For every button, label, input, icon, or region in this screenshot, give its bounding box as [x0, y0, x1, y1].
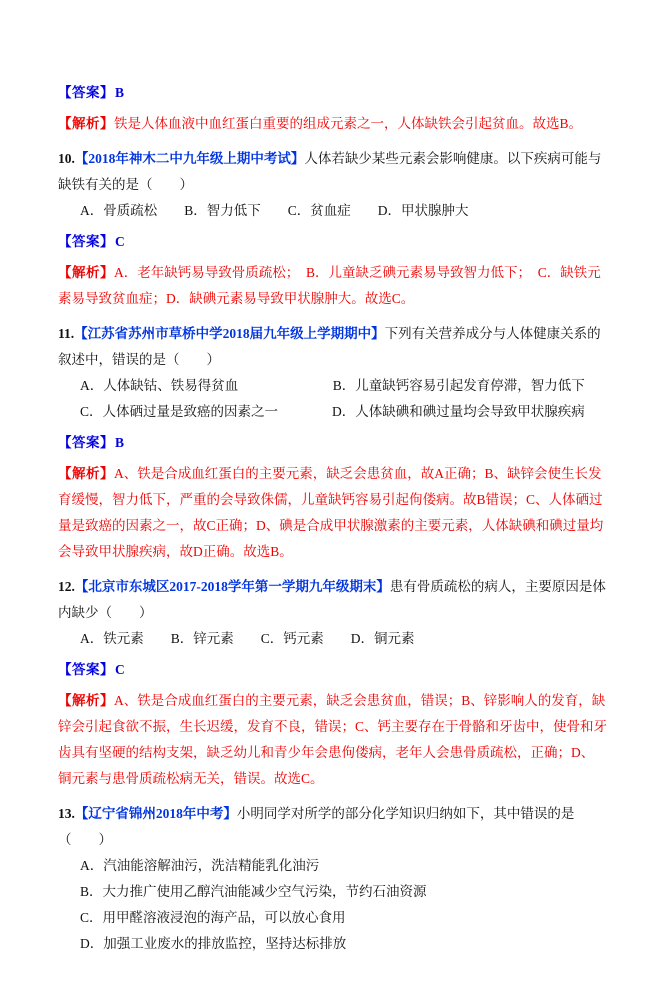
answer-value: B: [115, 435, 125, 450]
analysis-label: 【解析】: [58, 265, 114, 280]
question-stem: 小明同学对所学的部分化学知识归纳如下，其中错误的是（ ）: [58, 806, 575, 847]
question-12: [58, 574, 607, 652]
question-source: 【江苏省苏州市草桥中学2018届九年级上学期期中】: [74, 326, 385, 341]
analysis-text: A、铁是合成血红蛋白的主要元素，缺乏会患贫血，错误；B、锌影响人的发育，缺锌会引起食欲不振，生长迟缓，发育不良，错误；C、钙主要存在于骨骼和牙齿中，使骨和牙齿具有坚硬的结构支架，缺乏幼儿和青少年会患佝偻病，老年人会患骨质疏松，正确；D、铜元素与患骨质疏松病无关，错误。故选C。: [58, 693, 608, 786]
option-line: A．汽油能溶解油污，洗洁精能乳化油污: [80, 858, 320, 873]
question-source: 【辽宁省锦州2018年中考】: [74, 806, 237, 821]
option-line: B．大力推广使用乙醇汽油能减少空气污染，节约石油资源: [80, 884, 427, 899]
answer-label: 【答案】: [58, 662, 114, 677]
option-line: A．骨质疏松 B．智力低下 C．贫血症 D．甲状腺肿大: [80, 203, 469, 218]
analysis-text: A．老年缺钙易导致骨质疏松； B．儿童缺乏碘元素易导致智力低下； C．缺铁元素易导致贫血症；D．缺碘元素易导致甲状腺肿大。故选C。: [58, 265, 601, 306]
question-11: [58, 321, 607, 425]
answer-label: 【答案】: [58, 234, 114, 249]
analysis-block: [58, 461, 607, 565]
question-source: 【北京市东城区2017-2018学年第一学期九年级期末】: [74, 579, 390, 594]
question-stem-line: [58, 321, 607, 373]
question-stem-line: [58, 801, 607, 853]
question-number: 11.: [58, 326, 75, 341]
analysis-block: [58, 688, 607, 792]
answer-value: C: [115, 662, 125, 677]
option-line: A．人体缺钴、铁易得贫血 B．儿童缺钙容易引起发育停滞，智力低下: [80, 378, 585, 393]
answer-block: [58, 430, 607, 456]
analysis-text: A、铁是合成血红蛋白的主要元素，缺乏会患贫血，故A正确；B、缺锌会使生长发育缓慢，智力低下，严重的会导致侏儒，儿童缺钙容易引起佝偻病。故B错误；C、人体硒过量是致癌的因素之一，故C正确；D、碘是合成甲状腺激素的主要元素，人体缺碘和碘过量均会导致甲状腺疾病，故D正确。故选B。: [58, 466, 604, 559]
question-stem: 人体若缺少某些元素会影响健康。以下疾病可能与缺铁有关的是（ ）: [58, 151, 602, 192]
question-13: [58, 801, 607, 957]
answer-label: 【答案】: [58, 435, 114, 450]
answer-label: 【答案】: [58, 85, 114, 100]
option-line: D．加强工业废水的排放监控，坚持达标排放: [80, 936, 347, 951]
analysis-label: 【解析】: [58, 466, 114, 481]
answer-value: C: [115, 234, 125, 249]
answer-block: [58, 657, 607, 683]
option-line: C．用甲醛溶液浸泡的海产品，可以放心食用: [80, 910, 346, 925]
answer-value: B: [115, 85, 125, 100]
answer-block: [58, 229, 607, 255]
option-line: A．铁元素 B．锌元素 C．钙元素 D．铜元素: [80, 631, 415, 646]
question-stem-line: [58, 574, 607, 626]
question-stem: 下列有关营养成分与人体健康关系的叙述中，错误的是（ ）: [58, 326, 601, 367]
question-number: 12.: [58, 579, 75, 594]
question-source: 【2018年神木二中九年级上期中考试】: [74, 151, 305, 166]
question-10: [58, 146, 607, 224]
question-stem: 患有骨质疏松的病人，主要原因是体内缺少（ ）: [58, 579, 606, 620]
answer-block: [58, 80, 607, 106]
question-number: 13.: [58, 806, 75, 821]
analysis-label: 【解析】: [58, 693, 114, 708]
analysis-block: [58, 260, 607, 312]
question-number: 10.: [58, 151, 75, 166]
question-stem-line: [58, 146, 607, 198]
option-line: C．人体硒过量是致癌的因素之一 D．人体缺碘和碘过量均会导致甲状腺疾病: [80, 404, 585, 419]
analysis-label: 【解析】: [58, 116, 114, 131]
analysis-text: 铁是人体血液中血红蛋白重要的组成元素之一，人体缺铁会引起贫血。故选B。: [114, 116, 583, 131]
analysis-block: [58, 111, 607, 137]
